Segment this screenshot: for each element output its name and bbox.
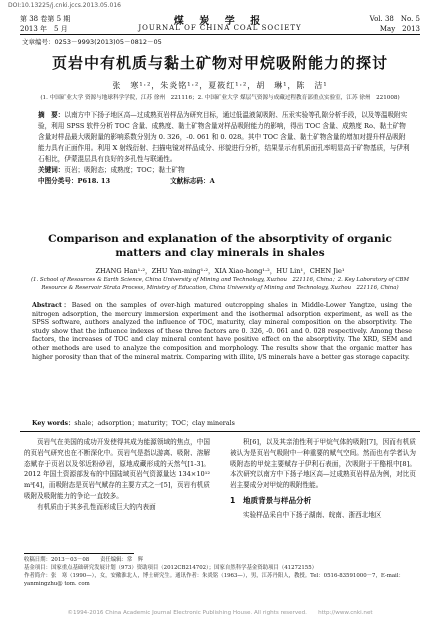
body-paragraph: 实验样品采自中下扬子湖南、皖南、浙西北地区 bbox=[243, 510, 382, 519]
footnote-author-bio: 作者简介：张 寒（1990—），女，安徽淮北人，博士研究生。通讯作者：朱炎铭（1963—），男，江苏丹阳人，教授。Tel：0516-83591000－7，E-mail：yanmingzhu@ tom. com bbox=[24, 573, 404, 587]
footnote-funding: 基金项目：国家重点基础研究发展计划（973）资助项目（2012CB214702）；国家自然科学基金资助项目（41272155） bbox=[24, 565, 318, 571]
abstract-rule bbox=[20, 431, 420, 432]
keywords-zh-text: 页岩；吸附态；成熟度；TOC；黏土矿物 bbox=[64, 166, 185, 174]
abstract-zh-text: 以南方中下扬子地区高—过成熟页岩样品为研究目标，通过低温液氮吸附、压汞实验等孔隙分析手段，以及等温吸附实验，利用 SPSS 软件分析 TOC 含量、成熟度、黏土矿物含量对样品吸附能力的影响，得出 TOC 含量、成熟度 Ro、黏土矿物含量对样品最大吸附量的影响系数分别为 0. 326，-0. 061 和 0. 028。其中 TOC 含量、黏土矿物含量的增加对提升样品吸附能力具有正面作用。利用 X 射线衍射、扫描电镜对样品成分、形貌进行分析，结果显示有机质面孔率明显高于矿物基质，与伊利石相比，伊蒙混层具有良好的多孔性与联通性。 bbox=[38, 111, 410, 163]
body-paragraph: 有机质由于其多孔性而形成巨大的内表面 bbox=[37, 502, 156, 511]
article-number: 文章编号：0253－9993(2013)05－0812－05 bbox=[22, 38, 162, 46]
title-en-line2: matters and clay minerals in shales bbox=[115, 247, 325, 259]
keywords-en-text: shale；adsorption；maturity；TOC；clay minerals bbox=[74, 420, 235, 427]
abstract-en-text: Based on the samples of over-high matured outcropping shales in Middle-Lower Yangtze, using the nitrogen adsorption, the mercury immersion experiment and the isothermal adsorption experiment, as well as the SPSS software, authors analyzed the influence of TOC, maturity, clay mineral composition on the absorptivity. The study show that the influence indexes of these three factors are 0. 326, -0. 061 and 0. 028 respectively. Among these factors, the increases of TOC and clay mineral content have positive effect on the absorptivity. The XRD, SEM and other methods are used to analyze the composition and morphology. The results show that the organic matter has higher porosity than that of the mineral matrix. Comparing with illite, I/S minerals have a better gas storage capacity. bbox=[32, 302, 412, 361]
volume-zh: 第 38 卷第 5 期 bbox=[20, 15, 71, 23]
abstract-zh-block bbox=[38, 110, 410, 187]
journal-name-zh: 煤 炭 学 报 bbox=[173, 16, 267, 27]
footnote-rule bbox=[24, 553, 134, 554]
keywords-en-label: Key words： bbox=[32, 420, 75, 427]
title-en bbox=[20, 232, 420, 260]
title-zh: 页岩中有机质与黏土矿物对甲烷吸附能力的探讨 bbox=[51, 54, 388, 72]
volume-en: Vol. 38 No. 5 bbox=[369, 15, 420, 23]
footnote-received: 收稿日期：2013－03－08 责任编辑：常 辉 bbox=[24, 557, 144, 563]
header-rule bbox=[20, 34, 420, 35]
affiliation-zh: (1. 中国矿业大学 资源与地球科学学院，江苏 徐州 221116；2. 中国矿业大学 煤层气资源与成藏过程教育部重点实验室，江苏 徐州 221008) bbox=[40, 95, 400, 101]
doi-line: DOI:10.13225/j.cnki.jccs.2013.05.016 bbox=[8, 2, 121, 9]
authors-en: ZHANG Han¹·²，ZHU Yan-ming¹·²，XIA Xiao-hong¹·²，HU Lin¹，CHEN Jie¹ bbox=[95, 267, 345, 275]
copyright-footer: ©1994-2016 China Academic Journal Electronic Publishing House. All rights reserved. http://www.cnki.net bbox=[67, 610, 373, 616]
journal-name-en: JOURNAL OF CHINA COAL SOCIETY bbox=[138, 24, 302, 32]
keywords-zh-label: 关键词： bbox=[38, 166, 65, 174]
body-column-left bbox=[24, 437, 210, 513]
date-zh: 2013 年 5 月 bbox=[20, 25, 68, 33]
abstract-zh-label: 摘 要： bbox=[38, 111, 65, 119]
section-heading: 1 地质背景与样品分析 bbox=[230, 495, 312, 505]
abstract-en-label: Abstract： bbox=[32, 302, 72, 309]
clc-number: 中图分类号：P618. 13 bbox=[38, 177, 111, 185]
keywords-en-block bbox=[32, 418, 412, 427]
title-en-line1: Comparison and explanation of the absorptivity of organic bbox=[48, 233, 392, 245]
abstract-en-block bbox=[32, 302, 412, 362]
affiliation-en: (1. School of Resources & Earth Science, China University of Mining and Technology, Xuzhou 221116, China；2. Key Laboratory of CBM Resource & Reservoir Strata Process, Ministry of Education, China University of Mining and Technology, Xuzhou 221116, China) bbox=[30, 277, 410, 291]
body-column-right bbox=[230, 437, 416, 521]
authors-zh: 张 寒¹·²，朱炎铭¹·²，夏筱红¹·²，胡 琳¹，陈 洁¹ bbox=[112, 81, 328, 90]
footnotes bbox=[24, 556, 420, 588]
body-paragraph: 积[6]，以及其亲油性利于甲烷气体的吸附[7]，因而有机质被认为是页岩气吸附中一种重要的赋气空间。然而也有学者认为吸附态的甲烷主要赋存于伊利石表面，次吸附于干酪根中[8]。本次研究以南方中下扬子地区高—过成熟页岩样品为例，对比页岩主要成分对甲烷的吸附性能。 bbox=[230, 438, 416, 490]
document-code: 文献标志码：A bbox=[170, 177, 215, 185]
date-en: May 2013 bbox=[379, 25, 420, 33]
body-paragraph: 页岩气在美国的成功开发使得其成为能源领域的焦点，中国的页岩气研究也在不断深化中。页岩气是指以游离、吸附、溶解态赋存于页岩以及邻近粉砂岩，原地成藏形成的天然气[1-3]。2012 年国土资源部发布的中国陆域页岩气资源量达 134×10¹² m³[4]，而吸附态是页岩气赋存的主要方式之一[5]，页岩有机质吸附及吸附能力的争论一直较多。 bbox=[24, 438, 210, 500]
